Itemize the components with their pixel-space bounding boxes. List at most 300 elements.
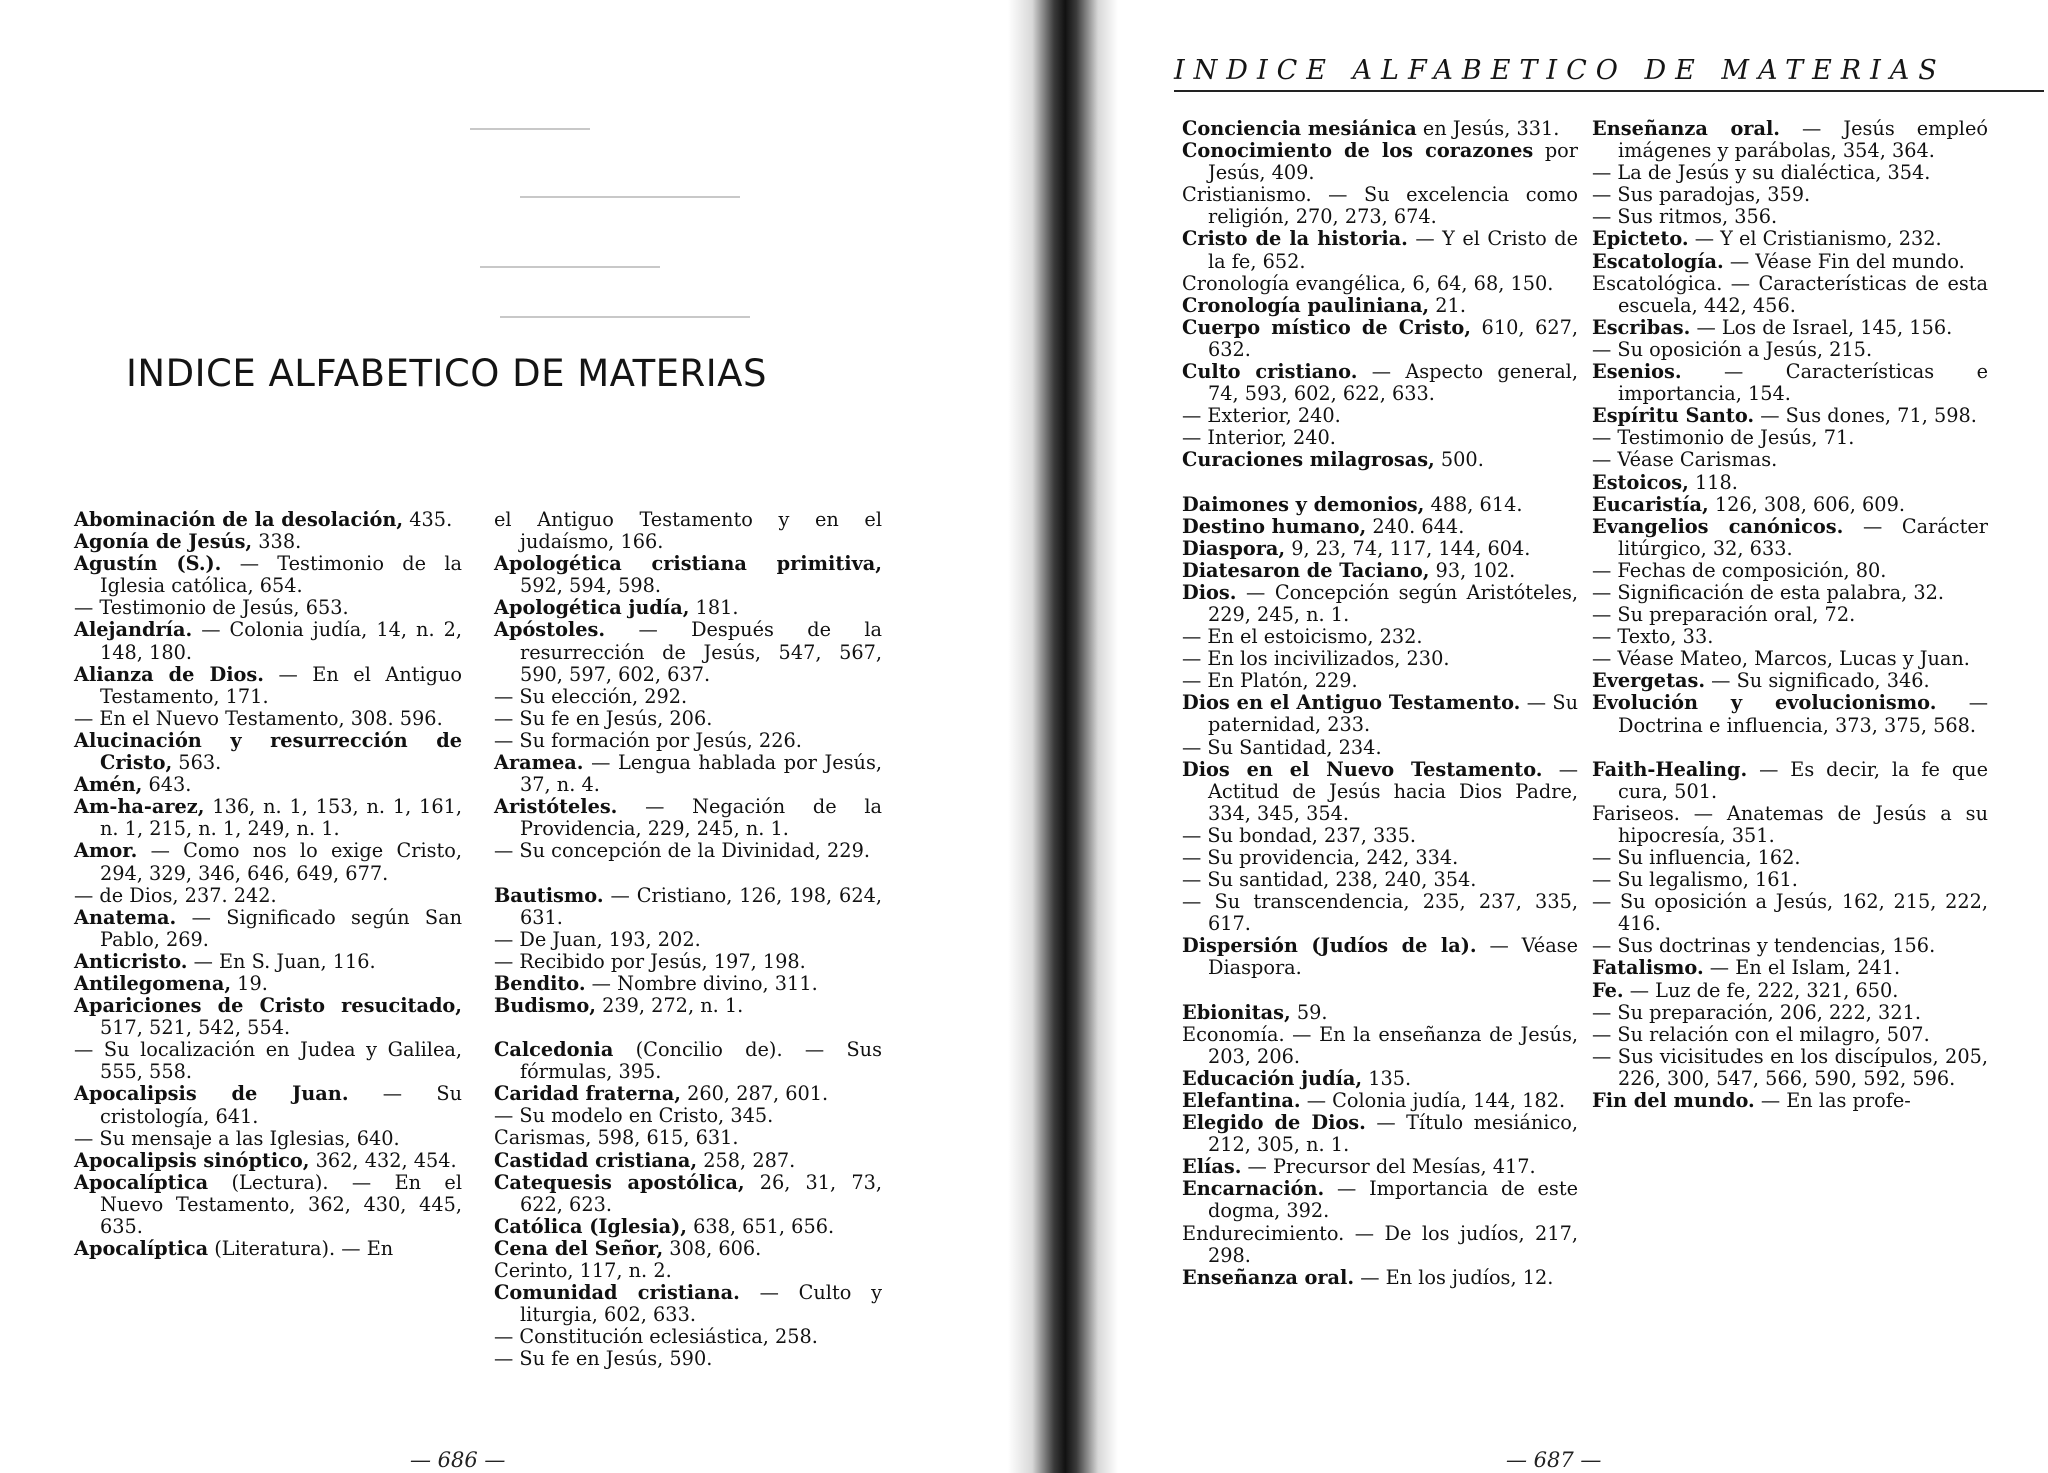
entry-text: — Su paternidad, 233. xyxy=(1208,691,1578,737)
entry-text: — En S. Juan, 116. xyxy=(187,949,376,973)
index-entry xyxy=(74,619,462,663)
index-entry xyxy=(1592,494,1988,516)
index-entry xyxy=(1182,184,1578,228)
entry-headword: Cena del Señor, xyxy=(494,1236,664,1260)
entry-headword: Agonía de Jesús, xyxy=(74,530,253,554)
entry-text: — Nombre divino, 311. xyxy=(585,971,818,995)
entry-headword: Bendito. xyxy=(494,971,586,995)
entry-headword: Apariciones de Cristo resucitado, xyxy=(74,994,462,1018)
index-entry xyxy=(1182,317,1578,361)
entry-headword: Enseñanza oral. xyxy=(1182,1265,1355,1289)
entry-headword: Aristóteles. xyxy=(494,795,618,819)
index-entry xyxy=(74,885,462,907)
entry-headword: Dispersión (Judíos de la). xyxy=(1182,934,1477,958)
index-entry xyxy=(74,1039,462,1083)
index-entry xyxy=(74,995,462,1039)
entry-text: 435. xyxy=(403,508,453,531)
index-entry xyxy=(494,1326,882,1348)
entry-headword: Elefantina. xyxy=(1182,1088,1301,1112)
entry-text: — Exterior, 240. xyxy=(1182,404,1341,428)
entry-text: 26, 31, 73, 622, 623. xyxy=(520,1170,882,1216)
print-smudge xyxy=(470,128,590,130)
index-entry xyxy=(1182,560,1578,582)
entry-headword: Alucinación y resurrección de Cristo, xyxy=(74,728,462,775)
index-entry xyxy=(1182,228,1578,272)
entry-headword: Anticristo. xyxy=(74,949,188,973)
index-entry xyxy=(1182,869,1578,891)
index-entry xyxy=(1182,1267,1578,1289)
entry-text: — Y el Cristianismo, 232. xyxy=(1688,227,1942,251)
entry-text: — Su fe en Jesús, 590. xyxy=(494,1347,713,1371)
entry-text: — Su santidad, 238, 240, 354. xyxy=(1182,868,1477,892)
index-entry xyxy=(1592,273,1988,317)
entry-headword: Dios. xyxy=(1182,580,1237,604)
entry-headword: Diatesaron de Taciano, xyxy=(1182,558,1430,582)
entry-text: — Fechas de composición, 80. xyxy=(1592,558,1887,582)
entry-text: — Sus doctrinas y tendencias, 156. xyxy=(1592,934,1936,958)
index-entry xyxy=(1592,692,1988,736)
entry-text: 59. xyxy=(1290,1000,1328,1024)
index-entry xyxy=(1182,582,1578,626)
index-entry xyxy=(1182,516,1578,538)
index-entry xyxy=(494,929,882,951)
entry-text: — Su oposición a Jesús, 162, 215, 222, 416. xyxy=(1592,890,1988,936)
entry-text: — Sus paradojas, 359. xyxy=(1592,183,1811,207)
index-entry xyxy=(1182,670,1578,692)
entry-text: — Su preparación oral, 72. xyxy=(1592,603,1856,627)
entry-text: Cerinto, 117, n. 2. xyxy=(494,1259,672,1282)
entry-headword: Dios en el Nuevo Testamento. xyxy=(1182,757,1543,781)
index-column-right-1 xyxy=(1182,118,1578,1289)
entry-headword: Fe. xyxy=(1592,978,1624,1002)
entry-text: — Negación de la Providencia, 229, 245, n. 1. xyxy=(520,795,882,841)
entry-text: — Su oposición a Jesús, 215. xyxy=(1592,337,1873,361)
entry-text: — La de Jesús y su dialéctica, 354. xyxy=(1592,161,1931,185)
index-entry xyxy=(494,840,882,862)
entry-text: — Significación de esta palabra, 32. xyxy=(1592,580,1945,604)
page-number: — 686 — xyxy=(410,1448,506,1472)
index-entry xyxy=(1592,516,1988,560)
entry-text: 118. xyxy=(1688,470,1738,494)
index-entry xyxy=(1592,251,1988,273)
index-entry xyxy=(1182,361,1578,405)
right-page xyxy=(1118,0,2048,1473)
left-page xyxy=(0,0,1008,1473)
index-entry xyxy=(1592,759,1988,803)
entry-text: 135. xyxy=(1362,1066,1412,1090)
entry-text: — Su modelo en Cristo, 345. xyxy=(494,1104,774,1128)
index-entry xyxy=(494,708,882,730)
index-column-right-2 xyxy=(1592,118,1988,1112)
entry-headword: Espíritu Santo. xyxy=(1592,404,1755,428)
entry-text: Economía. — En la enseñanza de Jesús, 203, 206. xyxy=(1182,1022,1578,1068)
index-entry xyxy=(494,686,882,708)
entry-text: — Su significado, 346. xyxy=(1705,669,1930,693)
index-entry xyxy=(1182,1002,1578,1024)
entry-text: 488, 614. xyxy=(1424,492,1523,516)
entry-text: — Su concepción de la Divinidad, 229. xyxy=(494,839,870,863)
index-entry xyxy=(1182,626,1578,648)
index-entry xyxy=(1182,1156,1578,1178)
entry-headword: Ebionitas, xyxy=(1182,1000,1291,1024)
index-entry xyxy=(1592,184,1988,206)
entry-headword: Escribas. xyxy=(1592,315,1691,339)
index-entry xyxy=(1182,118,1578,140)
index-entry xyxy=(1182,648,1578,670)
entry-headword: Apocalipsis de Juan. xyxy=(74,1082,349,1106)
entry-text: — Testimonio de la Iglesia católica, 654. xyxy=(100,552,462,598)
entry-headword: Elegido de Dios. xyxy=(1182,1111,1366,1135)
entry-headword: Amén, xyxy=(74,773,143,797)
entry-text: — Título mesiánico, 212, 305, n. 1. xyxy=(1208,1111,1578,1157)
index-entry xyxy=(1182,692,1578,736)
entry-text: 643. xyxy=(142,773,192,797)
entry-text: 181. xyxy=(689,596,739,620)
entry-text: — Cristiano, 126, 198, 624, 631. xyxy=(520,883,882,929)
index-entry xyxy=(1182,1090,1578,1112)
index-entry xyxy=(74,708,462,730)
entry-headword: Evergetas. xyxy=(1592,669,1706,693)
entry-headword: Fin del mundo. xyxy=(1592,1089,1755,1113)
entry-text: — Su bondad, 237, 335. xyxy=(1182,823,1416,847)
index-entry xyxy=(74,951,462,973)
index-entry xyxy=(1182,140,1578,184)
entry-text: — Su transcendencia, 235, 237, 335, 617. xyxy=(1182,890,1578,936)
entry-text: — Aspecto general, 74, 593, 602, 622, 633. xyxy=(1208,360,1578,406)
entry-text: 136, n. 1, 153, n. 1, 161, n. 1, 215, n. 1, 249, n. 1. xyxy=(100,795,462,841)
entry-text: — Su formación por Jesús, 226. xyxy=(494,728,802,752)
entry-headword: Elías. xyxy=(1182,1155,1242,1179)
entry-headword: Diaspora, xyxy=(1182,536,1286,560)
entry-headword: Daimones y demonios, xyxy=(1182,492,1425,516)
entry-text: (Lectura). — En el Nuevo Testamento, 362, 430, 445, 635. xyxy=(100,1170,462,1238)
index-entry xyxy=(1182,273,1578,295)
index-entry xyxy=(1592,118,1988,162)
entry-text: (Concilio de). — Sus fórmulas, 395. xyxy=(520,1038,882,1084)
index-entry xyxy=(74,664,462,708)
entry-headword: Apóstoles. xyxy=(494,618,606,642)
index-entry xyxy=(494,1348,882,1370)
entry-text: 240. 644. xyxy=(1366,514,1465,538)
index-entry xyxy=(74,597,462,619)
index-entry xyxy=(494,509,882,553)
index-entry xyxy=(1182,405,1578,427)
page-number: — 687 — xyxy=(1506,1448,1602,1472)
entry-text: — Su preparación, 206, 222, 321. xyxy=(1592,1000,1921,1024)
entry-headword: Enseñanza oral. xyxy=(1592,117,1780,140)
index-entry xyxy=(494,973,882,995)
index-entry xyxy=(1592,317,1988,339)
entry-text: Cristianismo. — Su excelencia como religión, 270, 273, 674. xyxy=(1182,183,1578,229)
entry-headword: Amor. xyxy=(74,839,138,863)
entry-text: — Lengua hablada por Jesús, 37, n. 4. xyxy=(520,751,882,797)
entry-headword: Calcedonia xyxy=(494,1038,614,1062)
entry-text: — En el Islam, 241. xyxy=(1703,956,1901,980)
index-entry xyxy=(74,1083,462,1127)
entry-text: — Su legalismo, 161. xyxy=(1592,868,1798,892)
entry-headword: Catequesis apostólica, xyxy=(494,1170,745,1194)
entry-headword: Conocimiento de los corazones xyxy=(1182,139,1534,163)
index-entry xyxy=(74,730,462,774)
entry-text: — Su elección, 292. xyxy=(494,684,688,708)
index-entry xyxy=(1592,582,1988,604)
index-entry xyxy=(1182,1024,1578,1068)
index-entry xyxy=(1182,494,1578,516)
entry-text: — Sus dones, 71, 598. xyxy=(1754,404,1977,428)
entry-text: — Constitución eclesiástica, 258. xyxy=(494,1325,818,1349)
entry-headword: Escatología. xyxy=(1592,249,1724,273)
entry-text: 260, 287, 601. xyxy=(681,1082,829,1106)
entry-text: — Actitud de Jesús hacia Dios Padre, 334, 345, 354. xyxy=(1208,757,1578,825)
index-entry xyxy=(1182,759,1578,825)
index-entry xyxy=(494,730,882,752)
entry-text: Cronología evangélica, 6, 64, 68, 150. xyxy=(1182,271,1554,295)
entry-text: — Significado según San Pablo, 269. xyxy=(100,905,462,951)
index-entry xyxy=(1592,626,1988,648)
index-entry xyxy=(1592,472,1988,494)
index-entry xyxy=(1592,405,1988,427)
index-entry xyxy=(1182,847,1578,869)
entry-text: — Testimonio de Jesús, 653. xyxy=(74,596,349,620)
index-entry xyxy=(1592,1002,1988,1024)
entry-text: 638, 651, 656. xyxy=(686,1214,835,1238)
entry-text: por Jesús, 409. xyxy=(1208,139,1579,185)
entry-headword: Castidad cristiana, xyxy=(494,1148,698,1172)
entry-headword: Cristo de la historia. xyxy=(1182,227,1408,251)
entry-headword: Anatema. xyxy=(74,905,177,929)
entry-text: — Su Santidad, 234. xyxy=(1182,735,1382,759)
index-entry xyxy=(494,1260,882,1282)
index-entry xyxy=(494,1127,882,1149)
entry-text: — En los judíos, 12. xyxy=(1354,1265,1554,1289)
entry-text: el Antiguo Testamento y en el judaísmo, 166. xyxy=(494,508,882,554)
index-entry xyxy=(1592,1024,1988,1046)
entry-headword: Estoicos, xyxy=(1592,470,1689,494)
index-entry xyxy=(1592,803,1988,847)
entry-headword: Destino humano, xyxy=(1182,514,1367,538)
entry-text: — Carácter litúrgico, 32, 633. xyxy=(1618,514,1988,560)
index-entry xyxy=(494,1172,882,1216)
entry-text: — Concepción según Aristóteles, 229, 245, n. 1. xyxy=(1208,580,1578,626)
index-entry xyxy=(74,1238,462,1260)
entry-headword: Fatalismo. xyxy=(1592,956,1704,980)
index-entry xyxy=(1592,980,1988,1002)
index-entry xyxy=(1182,825,1578,847)
index-entry xyxy=(74,796,462,840)
entry-headword: Apologética cristiana primitiva, xyxy=(494,552,882,576)
entry-text: 338. xyxy=(252,530,302,554)
entry-headword: Evangelios canónicos. xyxy=(1592,514,1844,538)
entry-text: — Colonia judía, 144, 182. xyxy=(1300,1088,1566,1112)
index-entry xyxy=(494,796,882,840)
index-entry xyxy=(1592,891,1988,935)
entry-text: 308, 606. xyxy=(663,1236,762,1260)
entry-text: — Y el Cristo de la fe, 652. xyxy=(1208,227,1579,273)
index-entry xyxy=(494,597,882,619)
entry-headword: Caridad fraterna, xyxy=(494,1082,681,1106)
entry-headword: Cuerpo místico de Cristo, xyxy=(1182,315,1471,339)
index-entry xyxy=(1182,935,1578,979)
index-entry xyxy=(74,973,462,995)
print-smudge xyxy=(480,266,660,268)
entry-text: — Su mensaje a las Iglesias, 640. xyxy=(74,1126,400,1150)
entry-headword: Cronología pauliniana, xyxy=(1182,293,1430,317)
index-entry xyxy=(1592,604,1988,626)
entry-text: — Precursor del Mesías, 417. xyxy=(1241,1155,1536,1179)
index-entry xyxy=(1592,935,1988,957)
entry-text: — Recibido por Jesús, 197, 198. xyxy=(494,949,806,973)
index-entry xyxy=(494,951,882,973)
entry-text: — Su fe en Jesús, 206. xyxy=(494,706,713,730)
entry-text: 19. xyxy=(231,971,268,995)
entry-text: 517, 521, 542, 554. xyxy=(100,1016,291,1040)
entry-text: — Sus vicisitudes en los discípulos, 205, 226, 300, 547, 566, 590, 592, 596. xyxy=(1592,1044,1988,1090)
entry-text: — De Juan, 193, 202. xyxy=(494,927,701,951)
entry-headword: Budismo, xyxy=(494,993,596,1017)
entry-headword: Curaciones milagrosas, xyxy=(1182,448,1435,472)
running-header: INDICE ALFABETICO DE MATERIAS xyxy=(1174,55,2044,92)
index-entry xyxy=(1592,869,1988,891)
index-entry xyxy=(74,1128,462,1150)
entry-text: — Luz de fe, 222, 321, 650. xyxy=(1623,978,1899,1002)
entry-text: — Interior, 240. xyxy=(1182,426,1336,450)
index-entry xyxy=(494,995,882,1017)
entry-text: — Véase Fin del mundo. xyxy=(1723,249,1965,273)
index-entry xyxy=(1592,847,1988,869)
index-entry xyxy=(1182,427,1578,449)
entry-text: 610, 627, 632. xyxy=(1208,315,1578,361)
entry-text: — Es decir, la fe que cura, 501. xyxy=(1618,757,1988,803)
index-entry xyxy=(1592,670,1988,692)
index-entry xyxy=(1592,648,1988,670)
entry-headword: Comunidad cristiana. xyxy=(494,1281,740,1305)
entry-headword: Antilegomena, xyxy=(74,971,232,995)
entry-headword: Apocalíptica xyxy=(74,1237,209,1261)
entry-text: 500. xyxy=(1434,448,1484,472)
index-entry xyxy=(1182,449,1578,471)
entry-text: — Jesús empleó imágenes y parábolas, 354, 364. xyxy=(1618,117,1988,163)
entry-text: 563. xyxy=(172,751,222,775)
index-entry xyxy=(1592,1090,1988,1112)
entry-text: — Texto, 33. xyxy=(1592,625,1714,649)
index-column-left-2 xyxy=(494,509,882,1370)
entry-text: — Doctrina e influencia, 373, 375, 568. xyxy=(1618,691,1988,737)
index-entry xyxy=(1592,957,1988,979)
entry-headword: Abominación de la desolación, xyxy=(74,508,404,531)
entry-text: Endurecimiento. — De los judíos, 217, 298. xyxy=(1182,1221,1578,1267)
book-gutter xyxy=(1008,0,1118,1473)
entry-text: — Los de Israel, 145, 156. xyxy=(1690,315,1953,339)
entry-text: — Después de la resurrección de Jesús, 547, 567, 590, 597, 602, 637. xyxy=(520,618,882,686)
index-entry xyxy=(1592,162,1988,184)
print-smudge xyxy=(500,316,750,318)
index-entry xyxy=(1182,295,1578,317)
index-entry xyxy=(494,553,882,597)
entry-headword: Católica (Iglesia), xyxy=(494,1214,687,1238)
entry-text: 258, 287. xyxy=(697,1148,796,1172)
page-title: INDICE ALFABETICO DE MATERIAS xyxy=(126,352,767,395)
index-entry xyxy=(494,1238,882,1260)
index-column-left-1 xyxy=(74,509,462,1260)
index-entry xyxy=(1182,538,1578,560)
index-entry xyxy=(1592,449,1988,471)
entry-headword: Esenios. xyxy=(1592,360,1682,384)
index-entry xyxy=(1592,361,1988,405)
index-entry xyxy=(494,885,882,929)
entry-text: (Literatura). — En xyxy=(208,1237,394,1261)
entry-headword: Conciencia mesiánica xyxy=(1182,117,1417,140)
entry-headword: Bautismo. xyxy=(494,883,604,907)
index-entry xyxy=(1592,427,1988,449)
index-entry xyxy=(1592,206,1988,228)
entry-text: — Culto y liturgia, 602, 633. xyxy=(520,1281,882,1327)
index-entry xyxy=(74,774,462,796)
index-entry xyxy=(494,1039,882,1083)
print-smudge xyxy=(520,196,740,198)
entry-text: — Importancia de este dogma, 392. xyxy=(1208,1177,1578,1223)
entry-headword: Dios en el Antiguo Testamento. xyxy=(1182,691,1521,715)
entry-text: — En el Nuevo Testamento, 308. 596. xyxy=(74,706,443,730)
entry-headword: Encarnación. xyxy=(1182,1177,1325,1201)
index-entry xyxy=(1182,1068,1578,1090)
entry-text: 93, 102. xyxy=(1429,558,1516,582)
entry-text: Escatológica. — Características de esta escuela, 442, 456. xyxy=(1592,271,1988,317)
entry-headword: Evolución y evolucionismo. xyxy=(1592,691,1937,715)
index-entry xyxy=(494,1282,882,1326)
entry-text: — Véase Carismas. xyxy=(1592,448,1778,472)
entry-headword: Apologética judía, xyxy=(494,596,690,620)
index-entry xyxy=(74,907,462,951)
entry-text: — Características e importancia, 154. xyxy=(1618,360,1988,406)
index-entry xyxy=(1592,1046,1988,1090)
entry-text: — En las profe- xyxy=(1754,1089,1911,1113)
index-entry xyxy=(1592,560,1988,582)
entry-text: — Su influencia, 162. xyxy=(1592,846,1801,869)
index-entry xyxy=(494,1105,882,1127)
entry-text: — Su cristología, 641. xyxy=(100,1082,462,1128)
entry-text: — En el Antiguo Testamento, 171. xyxy=(100,662,462,708)
index-entry xyxy=(74,509,462,531)
entry-text: 362, 432, 454. xyxy=(309,1148,457,1172)
index-entry xyxy=(1182,891,1578,935)
index-entry xyxy=(1182,1223,1578,1267)
index-entry xyxy=(1592,339,1988,361)
entry-text: — Su localización en Judea y Galilea, 555, 558. xyxy=(74,1038,462,1084)
entry-headword: Aramea. xyxy=(494,751,584,775)
entry-text: 21. xyxy=(1429,293,1466,317)
index-entry xyxy=(1182,1178,1578,1222)
entry-text: Carismas, 598, 615, 631. xyxy=(494,1126,739,1150)
entry-text: 592, 594, 598. xyxy=(520,574,662,598)
entry-text: — Su providencia, 242, 334. xyxy=(1182,846,1459,869)
entry-headword: Apocalipsis sinóptico, xyxy=(74,1148,310,1172)
entry-text: Fariseos. — Anatemas de Jesús a su hipocresía, 351. xyxy=(1592,801,1988,847)
entry-headword: Agustín (S.). xyxy=(74,552,222,576)
entry-text: — Como nos lo exige Cristo, 294, 329, 346, 646, 649, 677. xyxy=(100,839,462,885)
entry-headword: Alejandría. xyxy=(74,618,193,642)
entry-headword: Epicteto. xyxy=(1592,227,1689,251)
entry-headword: Educación judía, xyxy=(1182,1066,1363,1090)
entry-headword: Apocalíptica xyxy=(74,1170,209,1194)
index-entry xyxy=(494,1216,882,1238)
index-entry xyxy=(1592,228,1988,250)
index-entry xyxy=(74,1150,462,1172)
entry-text: 239, 272, n. 1. xyxy=(595,993,744,1017)
index-entry xyxy=(494,1083,882,1105)
index-entry xyxy=(74,553,462,597)
entry-headword: Culto cristiano. xyxy=(1182,360,1358,384)
index-entry xyxy=(494,1150,882,1172)
